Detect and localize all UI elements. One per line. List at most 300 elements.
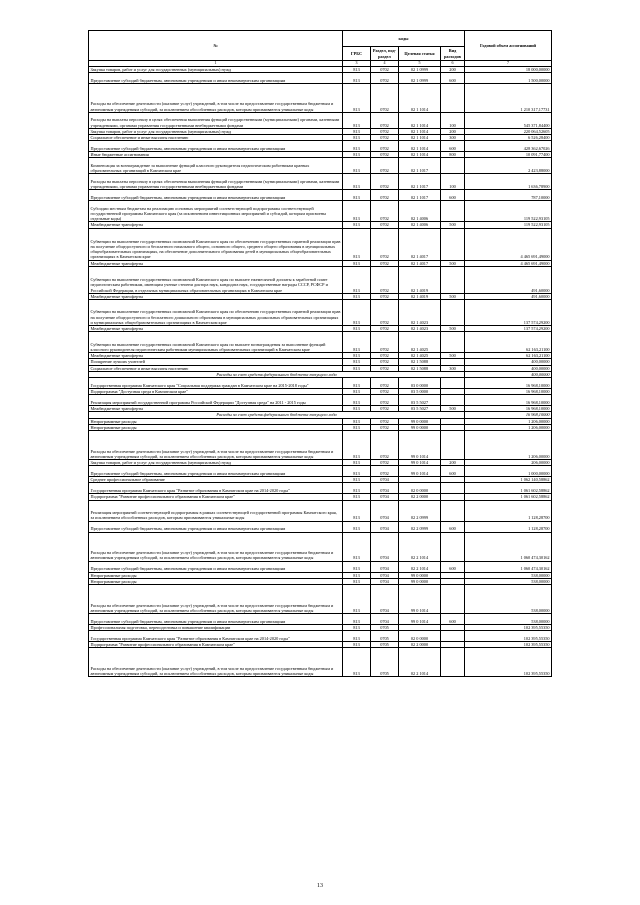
- cell-expense-kind: [441, 83, 465, 112]
- cell-expense-kind: [441, 300, 465, 326]
- cell-grbs: 813: [343, 300, 371, 326]
- column-number: 7: [465, 61, 552, 67]
- cell-description: Расходы на обеспечение деятельности (оказание услуг) учреждений, в том числе на предоставление государственным бюджетным и автономным учреждениям субсидий, за исключением обособленных расходов, которым присваиваются уникальные коды: [89, 532, 343, 561]
- header-codes: коды: [343, 31, 465, 47]
- cell-section: 0702: [371, 158, 399, 174]
- cell-expense-kind: [441, 228, 465, 260]
- cell-expense-kind: 500: [441, 293, 465, 299]
- cell-description: Межбюджетные трансферты: [89, 326, 343, 332]
- cell-description: Предоставление субсидий бюджетным, автономным учреждениям и иным некоммерческим организациям: [89, 72, 343, 83]
- cell-target-article: 02 0 0000: [399, 631, 441, 642]
- cell-expense-kind: [441, 532, 465, 561]
- cell-expense-kind: [441, 158, 465, 174]
- cell-grbs: 813: [343, 477, 371, 483]
- cell-target-article: 02 1 1017: [399, 190, 441, 201]
- cell-description: Государственная программа Камчатского края "Развитие образования в Камчатском крае на 2014-2020 годы": [89, 631, 343, 642]
- table-row: [89, 431, 552, 460]
- cell-description: Предоставление субсидий бюджетным, автономным учреждениям и иным некоммерческим организациям: [89, 561, 343, 572]
- cell-grbs: 813: [343, 389, 371, 395]
- cell-expense-kind: 200: [441, 460, 465, 466]
- cell-grbs: 813: [343, 561, 371, 572]
- table-row: [89, 190, 552, 201]
- cell-grbs: 813: [343, 625, 371, 631]
- cell-target-article: 02 1 1017: [399, 158, 441, 174]
- cell-section: 0705: [371, 642, 399, 648]
- cell-description: Реализация мероприятий соответствующей подпрограммы в рамках соответствующей государственной программы Камчатского края, за исключением обособленных расходов, которым присваиваются уникальные коды: [89, 500, 343, 521]
- cell-expense-kind: 600: [441, 141, 465, 152]
- cell-amount: 10 091,77400: [465, 152, 552, 158]
- cell-grbs: 813: [343, 135, 371, 141]
- cell-expense-kind: [441, 585, 465, 614]
- column-number: 5: [399, 61, 441, 67]
- cell-expense-kind: [441, 201, 465, 222]
- cell-target-article: 02 1 1014: [399, 128, 441, 134]
- cell-section: 0702: [371, 424, 399, 430]
- cell-amount: 102 395,55350: [465, 625, 552, 631]
- table-row: [89, 72, 552, 83]
- cell-target-article: 02 1 4006: [399, 201, 441, 222]
- cell-amount: 1 636,78900: [465, 174, 552, 190]
- table-row: [89, 158, 552, 174]
- cell-section: 0704: [371, 494, 399, 500]
- cell-amount: 102 395,55350: [465, 648, 552, 677]
- cell-amount: 1 210 317,17731: [465, 83, 552, 112]
- column-number: 4: [371, 61, 399, 67]
- cell-grbs: 813: [343, 572, 371, 578]
- cell-grbs: 813: [343, 152, 371, 158]
- cell-grbs: 813: [343, 222, 371, 228]
- cell-grbs: 813: [343, 614, 371, 625]
- cell-target-article: 02 1 4017: [399, 260, 441, 266]
- cell-description: Государственная программа Камчатского края "Социальная поддержка граждан в Камчатском крае на 2015-2018 годы": [89, 378, 343, 389]
- cell-section: 0702: [371, 389, 399, 395]
- cell-target-article: 02 2 1014: [399, 561, 441, 572]
- cell-description: Субвенции на выполнение государственных полномочий Камчатского края по обеспечению государственных гарантий реализации прав на получение общедоступного и бесплатного начального общего, основного общего, среднего общего образования в муниципальных общеобразовательных организациях, на обеспечение дополнительного образования детей в муниципальных общеобразовательных организациях в Камчатском крае: [89, 228, 343, 260]
- cell-target-article: 02 1 1014: [399, 112, 441, 128]
- cell-grbs: 813: [343, 83, 371, 112]
- note-text: Расходы за счет средств федерального бюджета текущего года: [89, 412, 465, 418]
- cell-expense-kind: 500: [441, 222, 465, 228]
- cell-amount: 1 061 602,58862: [465, 483, 552, 494]
- cell-grbs: 813: [343, 190, 371, 201]
- cell-amount: 787,10000: [465, 190, 552, 201]
- cell-target-article: 03 5 0000: [399, 389, 441, 395]
- cell-expense-kind: 500: [441, 326, 465, 332]
- cell-amount: 220 064,52605: [465, 128, 552, 134]
- cell-section: 0702: [371, 466, 399, 477]
- cell-section: 0704: [371, 521, 399, 532]
- note-amount: 400,00000: [465, 371, 552, 377]
- cell-grbs: 813: [343, 72, 371, 83]
- cell-expense-kind: [441, 378, 465, 389]
- column-number: 1: [89, 61, 343, 67]
- table-row: [89, 483, 552, 494]
- cell-grbs: 813: [343, 395, 371, 406]
- cell-grbs: 813: [343, 66, 371, 72]
- cell-expense-kind: 300: [441, 135, 465, 141]
- cell-target-article: 02 1 4025: [399, 332, 441, 353]
- table-row: [89, 201, 552, 222]
- cell-section: 0702: [371, 190, 399, 201]
- cell-grbs: 813: [343, 112, 371, 128]
- cell-description: Подпрограмма "Доступная среда в Камчатском крае": [89, 389, 343, 395]
- cell-description: Межбюджетные трансферты: [89, 353, 343, 359]
- cell-grbs: 813: [343, 431, 371, 460]
- table-row: [89, 112, 552, 128]
- cell-section: 0702: [371, 332, 399, 353]
- cell-expense-kind: 600: [441, 190, 465, 201]
- cell-amount: 400,00000: [465, 359, 552, 365]
- cell-description: Межбюджетные трансферты: [89, 293, 343, 299]
- table-row: [89, 585, 552, 614]
- cell-target-article: 03 0 0000: [399, 378, 441, 389]
- cell-grbs: 813: [343, 521, 371, 532]
- cell-amount: 1 061 602,58862: [465, 494, 552, 500]
- cell-grbs: 813: [343, 466, 371, 477]
- table-row: [89, 378, 552, 389]
- cell-description: Закупка товаров, работ и услуг для государственных (муниципальных) нужд: [89, 128, 343, 134]
- cell-section: 0704: [371, 532, 399, 561]
- cell-amount: 4 465 691,49000: [465, 228, 552, 260]
- cell-expense-kind: 500: [441, 353, 465, 359]
- cell-amount: 491,60000: [465, 266, 552, 293]
- cell-section: 0702: [371, 83, 399, 112]
- cell-description: Предоставление субсидий бюджетным, автономным учреждениям и иным некоммерческим организациям: [89, 521, 343, 532]
- cell-expense-kind: 600: [441, 72, 465, 83]
- cell-amount: 16 968,10000: [465, 378, 552, 389]
- cell-description: Расходы на обеспечение деятельности (оказание услуг) учреждений, в том числе на предоставление государственным бюджетным и автономным учреждениям субсидий, за исключением обособленных расходов, которым присваиваются уникальные коды: [89, 648, 343, 677]
- cell-section: 0702: [371, 406, 399, 412]
- cell-amount: 428 362,67026: [465, 141, 552, 152]
- cell-description: Непрограммные расходы: [89, 578, 343, 584]
- cell-section: 0702: [371, 222, 399, 228]
- table-row: [89, 174, 552, 190]
- cell-grbs: 813: [343, 128, 371, 134]
- cell-target-article: 02 1 4023: [399, 326, 441, 332]
- cell-description: Реализация мероприятий государственной программы Российской Федерации "Доступная среда" на 2011 - 2015 годы: [89, 395, 343, 406]
- cell-grbs: 813: [343, 494, 371, 500]
- cell-target-article: 99 0 0000: [399, 572, 441, 578]
- cell-target-article: 02 1 1014: [399, 83, 441, 112]
- cell-amount: 1 206,00000: [465, 424, 552, 430]
- cell-grbs: 813: [343, 648, 371, 677]
- cell-section: 0705: [371, 631, 399, 642]
- cell-target-article: 03 5 5027: [399, 406, 441, 412]
- cell-grbs: 813: [343, 359, 371, 365]
- cell-section: 0702: [371, 395, 399, 406]
- note-text: Расходы за счет средств федерального бюджета текущего года: [89, 371, 465, 377]
- cell-section: 0702: [371, 460, 399, 466]
- cell-target-article: 02 1 1017: [399, 174, 441, 190]
- table-row: [89, 500, 552, 521]
- cell-expense-kind: [441, 431, 465, 460]
- cell-section: 0702: [371, 66, 399, 72]
- table-row: [89, 395, 552, 406]
- cell-target-article: 02 1 1014: [399, 135, 441, 141]
- column-number: 6: [441, 61, 465, 67]
- cell-expense-kind: [441, 483, 465, 494]
- cell-amount: 62 163,21100: [465, 353, 552, 359]
- cell-target-article: 02 0 0000: [399, 483, 441, 494]
- cell-amount: 102 395,55350: [465, 631, 552, 642]
- cell-grbs: 813: [343, 483, 371, 494]
- cell-section: 0702: [371, 359, 399, 365]
- cell-grbs: 813: [343, 585, 371, 614]
- cell-target-article: 02 2 1014: [399, 648, 441, 677]
- cell-target-article: 02 2 0999: [399, 500, 441, 521]
- cell-amount: 400,00000: [465, 365, 552, 371]
- column-number: 3: [343, 61, 371, 67]
- cell-grbs: 813: [343, 365, 371, 371]
- cell-target-article: 99 0 0000: [399, 418, 441, 424]
- cell-section: 0702: [371, 378, 399, 389]
- cell-grbs: 813: [343, 406, 371, 412]
- cell-target-article: 03 5 5027: [399, 395, 441, 406]
- cell-description: Межбюджетные трансферты: [89, 260, 343, 266]
- cell-amount: 1 000,00000: [465, 466, 552, 477]
- cell-description: Закупка товаров, работ и услуг для государственных (муниципальных) нужд: [89, 460, 343, 466]
- cell-amount: 1 500,00000: [465, 72, 552, 83]
- cell-target-article: 99 0 0000: [399, 424, 441, 430]
- cell-expense-kind: 100: [441, 174, 465, 190]
- cell-description: Поощрение лучших учителей: [89, 359, 343, 365]
- cell-section: 0702: [371, 418, 399, 424]
- cell-target-article: 02 1 4019: [399, 293, 441, 299]
- cell-amount: 2 423,88000: [465, 158, 552, 174]
- cell-amount: 62 163,21100: [465, 332, 552, 353]
- cell-grbs: 813: [343, 424, 371, 430]
- cell-amount: 4 465 691,49000: [465, 260, 552, 266]
- cell-description: Субвенции на выполнение государственных полномочий Камчатского края по выплате вознаграждения за выполнение функций классного руководителя педагогическим работникам муниципальных образовательных организаций в Камчатском крае: [89, 332, 343, 353]
- cell-grbs: 813: [343, 141, 371, 152]
- cell-grbs: 813: [343, 418, 371, 424]
- cell-expense-kind: 800: [441, 152, 465, 158]
- table-row: [89, 266, 552, 293]
- cell-amount: 538,00000: [465, 614, 552, 625]
- table-body: [89, 66, 552, 677]
- cell-target-article: 02 1 4006: [399, 222, 441, 228]
- cell-grbs: 813: [343, 578, 371, 584]
- cell-description: Социальное обеспечение и иные выплаты населению: [89, 135, 343, 141]
- cell-grbs: 813: [343, 228, 371, 260]
- cell-grbs: 813: [343, 201, 371, 222]
- cell-expense-kind: 300: [441, 365, 465, 371]
- cell-description: Расходы на выплаты персоналу в целях обеспечения выполнения функций государственными (муниципальными) органами, казенными учреждениями, органами управления государственными внебюджетными фондами: [89, 174, 343, 190]
- table-row: [89, 614, 552, 625]
- table-row: [89, 83, 552, 112]
- note-amount: 16 968,10000: [465, 412, 552, 418]
- header-target: Целевая статья: [399, 47, 441, 61]
- cell-expense-kind: [441, 500, 465, 521]
- cell-grbs: 813: [343, 260, 371, 266]
- cell-expense-kind: 600: [441, 561, 465, 572]
- cell-expense-kind: 600: [441, 466, 465, 477]
- cell-grbs: 813: [343, 460, 371, 466]
- cell-amount: 6 526,28400: [465, 135, 552, 141]
- cell-amount: 137 574,29200: [465, 300, 552, 326]
- cell-grbs: 813: [343, 353, 371, 359]
- cell-section: 0702: [371, 353, 399, 359]
- table-row: [89, 300, 552, 326]
- cell-grbs: 813: [343, 326, 371, 332]
- cell-amount: 102 395,55350: [465, 642, 552, 648]
- cell-target-article: 02 1 5088: [399, 359, 441, 365]
- cell-section: 0702: [371, 431, 399, 460]
- table-row: [89, 141, 552, 152]
- cell-expense-kind: [441, 266, 465, 293]
- cell-description: Подпрограмма "Развитие профессионального образования в Камчатском крае": [89, 642, 343, 648]
- cell-amount: 119 522,93105: [465, 201, 552, 222]
- cell-grbs: 813: [343, 174, 371, 190]
- cell-section: 0702: [371, 112, 399, 128]
- cell-grbs: 813: [343, 266, 371, 293]
- cell-amount: 1 128,28700: [465, 500, 552, 521]
- cell-section: 0702: [371, 135, 399, 141]
- cell-section: 0702: [371, 228, 399, 260]
- cell-description: Подпрограмма "Развитие профессионального образования в Камчатском крае": [89, 494, 343, 500]
- cell-target-article: 99 0 1014: [399, 614, 441, 625]
- header-section: Раздел, под-раздел: [371, 47, 399, 61]
- cell-amount: 137 574,29200: [465, 326, 552, 332]
- cell-amount: 1 128,28700: [465, 521, 552, 532]
- cell-description: Среднее профессиональное образование: [89, 477, 343, 483]
- cell-description: Предоставление субсидий бюджетным, автономным учреждениям и иным некоммерческим организациям: [89, 614, 343, 625]
- cell-section: 0704: [371, 585, 399, 614]
- cell-section: 0702: [371, 326, 399, 332]
- cell-section: 0702: [371, 300, 399, 326]
- table-row: [89, 466, 552, 477]
- cell-section: 0702: [371, 141, 399, 152]
- header-kind: Вид расходов: [441, 47, 465, 61]
- cell-amount: 538,00000: [465, 578, 552, 584]
- header-num: №: [89, 31, 343, 61]
- cell-section: 0702: [371, 152, 399, 158]
- cell-expense-kind: [441, 648, 465, 677]
- cell-expense-kind: [441, 332, 465, 353]
- cell-description: Непрограммные расходы: [89, 572, 343, 578]
- cell-description: Субсидии местным бюджетам на реализацию основных мероприятий соответствующей подпрограммы соответствующей государственной программы Камчатского края (за исключением инвестиционных мероприятий и субсидий, которым присвоены отдельные коды): [89, 201, 343, 222]
- cell-target-article: 02 1 4017: [399, 228, 441, 260]
- cell-grbs: 813: [343, 631, 371, 642]
- cell-target-article: 02 1 4019: [399, 266, 441, 293]
- cell-description: Профессиональная подготовка, переподготовка и повышение квалификации: [89, 625, 343, 631]
- cell-expense-kind: 500: [441, 260, 465, 266]
- cell-grbs: 813: [343, 642, 371, 648]
- table-row: [89, 561, 552, 572]
- budget-table: [88, 30, 552, 677]
- cell-section: 0705: [371, 625, 399, 631]
- cell-amount: 545 371,84400: [465, 112, 552, 128]
- cell-section: 0702: [371, 201, 399, 222]
- cell-section: 0704: [371, 477, 399, 483]
- cell-target-article: 02 1 5088: [399, 365, 441, 371]
- cell-section: 0704: [371, 561, 399, 572]
- cell-amount: 538,00000: [465, 572, 552, 578]
- cell-target-article: 02 2 0999: [399, 521, 441, 532]
- cell-target-article: 02 1 1014: [399, 141, 441, 152]
- cell-amount: 206,00000: [465, 460, 552, 466]
- cell-section: 0702: [371, 293, 399, 299]
- cell-section: 0702: [371, 260, 399, 266]
- cell-description: Непрограммные расходы: [89, 418, 343, 424]
- cell-amount: 1 206,00000: [465, 418, 552, 424]
- cell-amount: 18 000,00000: [465, 66, 552, 72]
- cell-section: 0705: [371, 648, 399, 677]
- cell-description: Субвенции на выполнение государственных полномочий Камчатского края по обеспечению государственных гарантий реализации прав на получение общедоступного и бесплатного дошкольного образования в муниципальных дошкольных образовательных организациях и муниципальных общеобразовательных организациях в Камчатском крае: [89, 300, 343, 326]
- table-row: [89, 648, 552, 677]
- cell-target-article: 02 1 4025: [399, 353, 441, 359]
- cell-target-article: 02 2 0000: [399, 642, 441, 648]
- header-grbs: ГРБС: [343, 47, 371, 61]
- cell-description: Закупка товаров, работ и услуг для государственных (муниципальных) нужд: [89, 66, 343, 72]
- cell-expense-kind: 500: [441, 406, 465, 412]
- cell-section: 0702: [371, 174, 399, 190]
- cell-section: 0704: [371, 614, 399, 625]
- cell-amount: 538,00000: [465, 585, 552, 614]
- table-row: [89, 532, 552, 561]
- cell-grbs: 813: [343, 293, 371, 299]
- cell-section: 0702: [371, 128, 399, 134]
- cell-description: Расходы на выплаты персоналу в целях обеспечения выполнения функций государственными (муниципальными) органами, казенными учреждениями, органами управления государственными внебюджетными фондами: [89, 112, 343, 128]
- cell-description: Компенсация за вознаграждение за выполнение функций классного руководителя педагогическим работникам краевых образовательных организаций в Камчатском крае: [89, 158, 343, 174]
- cell-description: Расходы на обеспечение деятельности (оказание услуг) учреждений, в том числе на предоставление государственным бюджетным и автономным учреждениям субсидий, за исключением обособленных расходов, которым присваиваются уникальные коды: [89, 83, 343, 112]
- cell-expense-kind: 600: [441, 521, 465, 532]
- table-row: [89, 631, 552, 642]
- cell-target-article: 99 0 1014: [399, 431, 441, 460]
- cell-grbs: 813: [343, 532, 371, 561]
- cell-grbs: 813: [343, 500, 371, 521]
- cell-description: Предоставление субсидий бюджетным, автономным учреждениям и иным некоммерческим организациям: [89, 466, 343, 477]
- cell-target-article: 99 0 1014: [399, 585, 441, 614]
- cell-description: Государственная программа Камчатского края "Развитие образования в Камчатском крае на 2014-2020 годы": [89, 483, 343, 494]
- cell-description: Непрограммные расходы: [89, 424, 343, 430]
- cell-target-article: 99 0 0000: [399, 578, 441, 584]
- page-number: 13: [317, 883, 323, 889]
- cell-amount: 491,60000: [465, 293, 552, 299]
- cell-target-article: 02 2 1014: [399, 532, 441, 561]
- table-header: [89, 31, 552, 67]
- cell-target-article: 02 1 4023: [399, 300, 441, 326]
- cell-grbs: 813: [343, 378, 371, 389]
- cell-expense-kind: [441, 631, 465, 642]
- cell-expense-kind: 200: [441, 66, 465, 72]
- cell-amount: 1 062 140,58862: [465, 477, 552, 483]
- cell-expense-kind: 100: [441, 112, 465, 128]
- cell-amount: 1 206,00000: [465, 431, 552, 460]
- cell-section: 0702: [371, 266, 399, 293]
- cell-target-article: 99 0 1014: [399, 466, 441, 477]
- cell-amount: 16 968,10000: [465, 395, 552, 406]
- cell-description: Предоставление субсидий бюджетным, автономным учреждениям и иным некоммерческим организациям: [89, 190, 343, 201]
- cell-description: Субвенции на выполнение государственных полномочий Камчатского края по выплате ежемесячной доплаты к заработной плате педагогическим работникам, имеющим ученые степени доктора наук, кандидата наук, государственные награды СССР, РСФСР и Российской Федерации, в отдельных муниципальных образовательных организациях в Камчатском крае: [89, 266, 343, 293]
- cell-amount: 16 968,10000: [465, 389, 552, 395]
- cell-section: 0704: [371, 483, 399, 494]
- cell-target-article: 02 1 1014: [399, 152, 441, 158]
- cell-target-article: 02 1 0999: [399, 66, 441, 72]
- table-row: [89, 332, 552, 353]
- cell-target-article: 02 1 0999: [399, 72, 441, 83]
- cell-section: 0704: [371, 572, 399, 578]
- cell-expense-kind: 600: [441, 614, 465, 625]
- header-amount: Годовой объем ассигнований: [465, 31, 552, 61]
- cell-description: Социальное обеспечение и иные выплаты населению: [89, 365, 343, 371]
- cell-description: Иные бюджетные ассигнования: [89, 152, 343, 158]
- cell-description: Предоставление субсидий бюджетным, автономным учреждениям и иным некоммерческим организациям: [89, 141, 343, 152]
- cell-grbs: 813: [343, 332, 371, 353]
- cell-description: Расходы на обеспечение деятельности (оказание услуг) учреждений, в том числе на предоставление государственным бюджетным и автономным учреждениям субсидий, за исключением обособленных расходов, которым присваиваются уникальные коды: [89, 431, 343, 460]
- table-row: [89, 521, 552, 532]
- cell-amount: 119 522,93105: [465, 222, 552, 228]
